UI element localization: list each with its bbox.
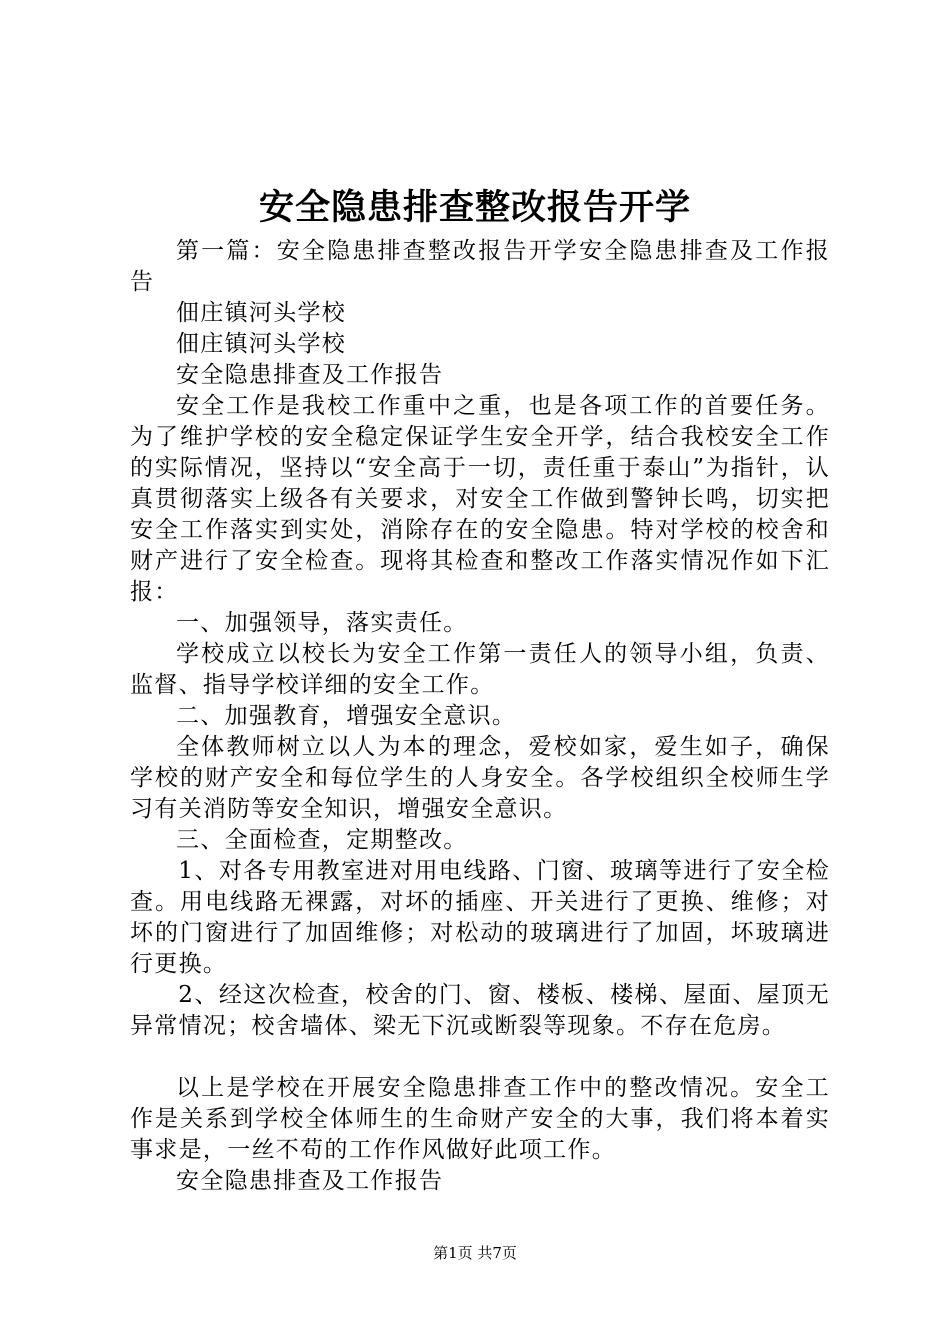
document-title: 安全隐患排查整改报告开学 xyxy=(258,187,691,228)
section-heading: 一、加强领导，落实责任。 xyxy=(176,610,468,636)
page-number-footer: 第1页 共7页 xyxy=(433,1244,517,1262)
paragraph: 全体教师树立以人为本的理念，爱校如家，爱生如子，确保学校的财产安全和每位学生的人身安全。各学校组织全校师生学习有关消防等安全知识，增强安全意识。 xyxy=(130,734,830,822)
section-heading: 二、加强教育，增强安全意识。 xyxy=(176,703,517,729)
blank-line xyxy=(130,1042,830,1073)
paragraph: 学校成立以校长为安全工作第一责任人的领导小组，负责、监督、指导学校详细的安全工作。 xyxy=(130,641,830,698)
paragraph: 佃庄镇河头学校 xyxy=(176,331,347,357)
numbered-item: 1、对各专用教室进对用电线路、门窗、玻璃等进行了安全检查。用电线路无裸露，对坏的插座、开关进行了更换、维修；对坏的门窗进行了加固维修；对松动的玻璃进行了加固，坏玻璃进行更换。 xyxy=(130,858,830,977)
paragraph: 第一篇：安全隐患排查整改报告开学安全隐患排查及工作报告 xyxy=(130,238,830,295)
paragraph: 安全隐患排查及工作报告 xyxy=(176,1168,444,1194)
paragraph: 安全隐患排查及工作报告 xyxy=(176,362,444,388)
document-body xyxy=(130,236,830,1197)
section-heading: 三、全面检查，定期整改。 xyxy=(176,827,468,853)
paragraph: 以上是学校在开展安全隐患排查工作中的整改情况。安全工作是关系到学校全体师生的生命财产安全的大事，我们将本着实事求是，一丝不苟的工作作风做好此项工作。 xyxy=(130,1075,830,1163)
paragraph: 佃庄镇河头学校 xyxy=(176,300,347,326)
paragraph: 安全工作是我校工作重中之重，也是各项工作的首要任务。为了维护学校的安全稳定保证学生安全开学，结合我校安全工作的实际情况，坚持以“安全高于一切，责任重于泰山”为指针，认真贯彻落实上级各有关要求，对安全工作做到警钟长鸣，切实把安全工作落实到实处，消除存在的安全隐患。特对学校的校舍和财产进行了安全检查。现将其检查和整改工作落实情况作如下汇报： xyxy=(130,393,830,605)
numbered-item: 2、经这次检查，校舍的门、窗、楼板、楼梯、屋面、屋顶无异常情况；校舍墙体、梁无下沉或断裂等现象。不存在危房。 xyxy=(130,982,830,1039)
